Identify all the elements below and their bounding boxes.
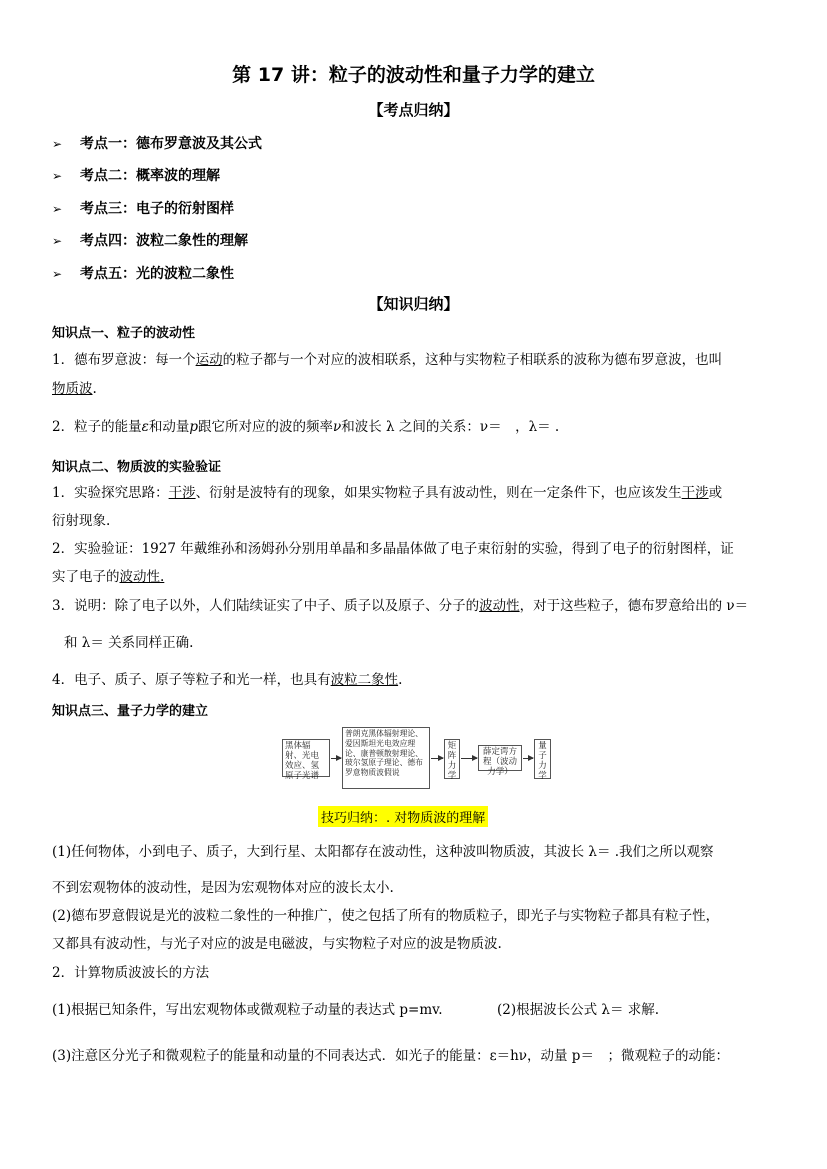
text: 和动量 — [148, 419, 190, 435]
paragraph: 又都具有波动性，与光子对应的波是电磁波，与实物粒子对应的波是物质波. — [52, 936, 502, 952]
paragraph — [52, 484, 722, 502]
underlined-term: 运动 — [195, 352, 223, 368]
knowledge-heading-2: 知识点二、物质波的实验验证 — [52, 460, 222, 475]
arrow-bullet-icon: ➢ — [52, 234, 63, 248]
paragraph — [52, 351, 722, 369]
kaodian-label: 考点三：电子的衍射图样 — [80, 201, 234, 217]
symbol: ε — [141, 419, 149, 435]
paragraph — [52, 568, 164, 586]
kaodian-item — [52, 263, 234, 283]
diagram-box-theories: 普朗克黑体辐射理论、爱因斯坦光电效应理论、康普顿散射理论、玻尔氢原子理论、德布罗意物质波假说 — [342, 727, 430, 789]
kaodian-item — [52, 198, 234, 218]
paragraph: (1)任何物体，小到电子、质子，大到行星、太阳都存在波动性，这种波叫物质波，其波长 λ＝ .我们之所以观察 — [52, 844, 714, 860]
text: 3．说明：除了电子以外，人们陆续证实了中子、质子以及原子、分子的 — [52, 598, 480, 614]
text: 1．德布罗意波：每一个 — [52, 352, 196, 368]
text: . — [92, 381, 97, 397]
paragraph: (1)根据已知条件，写出宏观物体或微观粒子动量的表达式 p=mv. — [52, 1002, 443, 1018]
text: 的粒子都与一个对应的波相联系，这种与实物粒子相联系的波称为德布罗意波，也叫 — [222, 352, 723, 368]
underlined-term: 干涉 — [681, 485, 709, 501]
diagram-box-phenomena: 黑体辐射、光电效应、氢原子光谱 — [282, 739, 330, 777]
text: 4．电子、质子、原子等粒子和光一样，也具有 — [52, 672, 331, 688]
paragraph: (3)注意区分光子和微观粒子的能量和动量的不同表达式．如光子的能量：ε＝hν，动量 p＝ ；微观粒子的动能： — [52, 1048, 729, 1064]
knowledge-heading-3: 知识点三、量子力学的建立 — [52, 704, 209, 719]
text: 2．粒子的能量 — [52, 419, 142, 435]
formula: ν＝ ，λ＝ . — [479, 419, 560, 435]
paragraph: 2．计算物质波波长的方法 — [52, 965, 210, 981]
arrow-right-icon — [431, 758, 443, 759]
kaodian-label: 考点二：概率波的理解 — [80, 168, 220, 184]
page-title: 第 17 讲：粒子的波动性和量子力学的建立 — [232, 64, 595, 86]
kaodian-label: 考点五：光的波粒二象性 — [80, 266, 234, 282]
arrow-right-icon — [523, 758, 533, 759]
underlined-term: 物质波 — [52, 381, 93, 397]
text: ，对于这些粒子，德布罗意给出的 ν＝ — [519, 598, 749, 614]
section-heading-zhishi: 【知识归纳】 — [368, 295, 459, 313]
arrow-bullet-icon: ➢ — [52, 267, 63, 281]
symbol: ν — [333, 419, 342, 435]
text: . — [398, 672, 403, 688]
text: 实了电子的 — [52, 569, 120, 585]
kaodian-label: 考点四：波粒二象性的理解 — [80, 233, 248, 249]
text: 或 — [708, 485, 723, 501]
tip-highlight: 技巧归纳：. 对物质波的理解 — [318, 806, 488, 827]
paragraph: 不到宏观物体的波动性，是因为宏观物体对应的波长太小. — [52, 880, 394, 896]
text: 1．实验探究思路： — [52, 485, 169, 501]
quantum-mechanics-flow-diagram — [282, 727, 552, 789]
text: 、衍射是波特有的现象，如果实物粒子具有波动性，则在一定条件下，也应该发生 — [195, 485, 682, 501]
kaodian-item — [52, 165, 220, 185]
paragraph — [52, 418, 559, 436]
underlined-term: 波粒二象性 — [330, 672, 399, 688]
paragraph: 衍射现象. — [52, 513, 111, 529]
paragraph: (2)德布罗意假说是光的波粒二象性的一种推广，使之包括了所有的物质粒子，即光子与实物粒子都具有粒子性， — [52, 908, 720, 924]
text: 和波长 λ 之间的关系： — [341, 419, 480, 435]
arrow-right-icon — [331, 758, 341, 759]
diagram-box-matrix-mechanics: 矩阵力学 — [444, 739, 460, 779]
kaodian-item — [52, 133, 262, 153]
paragraph: 2．实验验证：1927 年戴维孙和汤姆孙分别用单晶和多晶晶体做了电子束衍射的实验，得到了电子的衍射图样，证 — [52, 541, 734, 557]
underlined-term: 波动性. — [119, 569, 165, 585]
arrow-bullet-icon: ➢ — [52, 137, 63, 151]
kaodian-label: 考点一：德布罗意波及其公式 — [80, 136, 262, 152]
knowledge-heading-1: 知识点一、粒子的波动性 — [52, 326, 196, 341]
section-heading-kaodian: 【考点归纳】 — [368, 101, 459, 119]
arrow-right-icon — [461, 758, 477, 759]
paragraph: (2)根据波长公式 λ＝ 求解. — [497, 1002, 660, 1018]
paragraph — [52, 671, 402, 689]
arrow-bullet-icon: ➢ — [52, 169, 63, 183]
paragraph: 和 λ＝ 关系同样正确. — [64, 635, 194, 651]
symbol: p — [189, 419, 198, 435]
underlined-term: 干涉 — [168, 485, 196, 501]
paragraph — [52, 380, 97, 398]
arrow-bullet-icon: ➢ — [52, 202, 63, 216]
diagram-box-quantum-mechanics: 量子力学 — [534, 739, 551, 779]
diagram-box-schrodinger: 薛定谔方程（波动力学） — [478, 745, 522, 771]
paragraph — [52, 597, 748, 615]
kaodian-item — [52, 230, 248, 250]
underlined-term: 波动性 — [479, 598, 520, 614]
text: 跟它所对应的波的频率 — [198, 419, 333, 435]
